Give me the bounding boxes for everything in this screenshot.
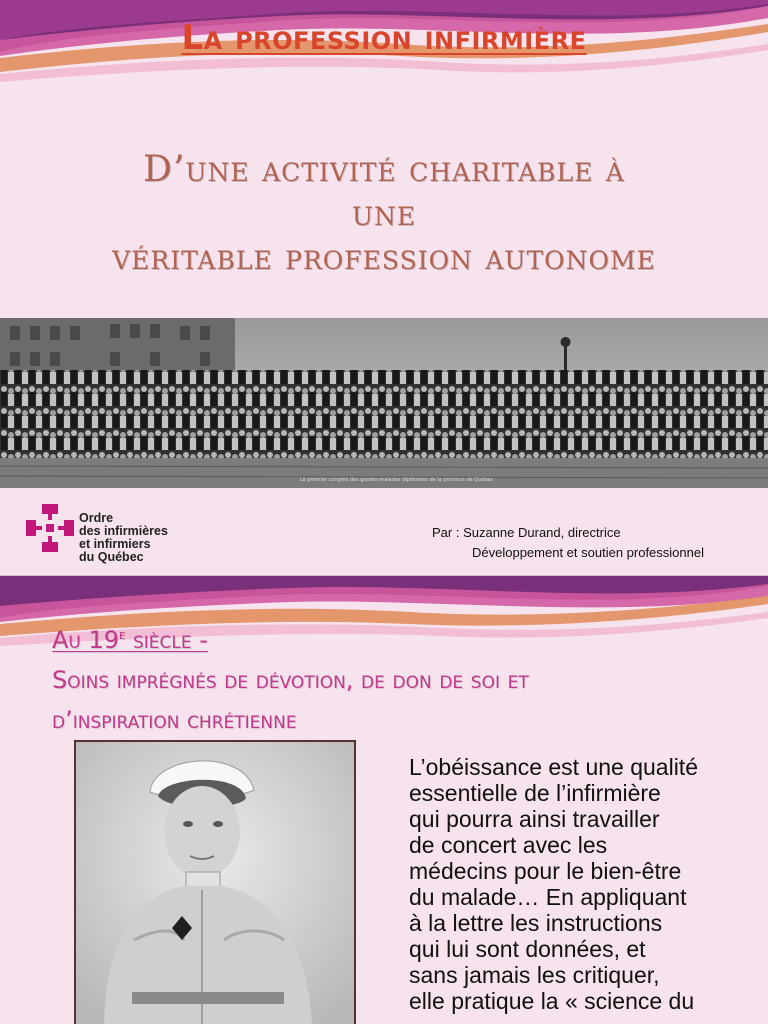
quote-line: de concert avec les (409, 832, 608, 858)
subtitle-line: D’une activité charitable à (143, 149, 625, 190)
photo-caption: Le premier congrès des gardes-malades diplômées de la province de Québec (300, 477, 494, 483)
quote-line: L’obéissance est une qualité (409, 754, 698, 780)
content-slide (0, 576, 768, 1024)
quote-line: médecins pour le bien-être (409, 858, 682, 884)
quote-line: elle pratique la « science du (409, 988, 695, 1014)
heading-line: Soins imprégnés de dévotion, de don de soi et (52, 666, 529, 694)
quote-line: sans jamais les critiquer, (409, 962, 660, 988)
heading-superscript: e (119, 627, 126, 643)
heading-line: d’inspiration chrétienne (52, 706, 297, 734)
org-name-line: Ordre (79, 511, 114, 525)
oiiq-logo-icon (26, 504, 74, 552)
quote-line: du malade… En appliquant (409, 884, 687, 910)
heading-text: Au 19 (52, 626, 120, 654)
quote-line: qui pourra ainsi travailler (409, 806, 660, 832)
quote-line: à la lettre les instructions (409, 910, 663, 936)
org-name-line: des infirmières (79, 524, 168, 538)
quote-line: essentielle de l’infirmière (409, 780, 661, 806)
org-name-line: du Québec (79, 550, 144, 564)
subtitle-line: véritable profession autonome (112, 237, 656, 278)
quote-line: qui lui sont données, et (409, 936, 646, 962)
historical-group-photo (0, 318, 768, 488)
slide-heading (52, 620, 529, 740)
department-line: Développement et soutien professionnel (472, 545, 704, 560)
nurse-portrait-photo (74, 740, 356, 1024)
presentation-subtitle (0, 148, 768, 280)
author-byline (432, 523, 704, 563)
subtitle-line: une (351, 193, 417, 234)
heading-line (52, 620, 529, 660)
org-name-line: et infirmiers (79, 537, 151, 551)
presentation-title: La profession infirmière (181, 18, 587, 58)
organization-name (79, 512, 168, 564)
heading-text: siècle - (125, 626, 208, 654)
quotation-text (409, 754, 749, 1014)
author-line: Par : Suzanne Durand, directrice (432, 525, 621, 540)
